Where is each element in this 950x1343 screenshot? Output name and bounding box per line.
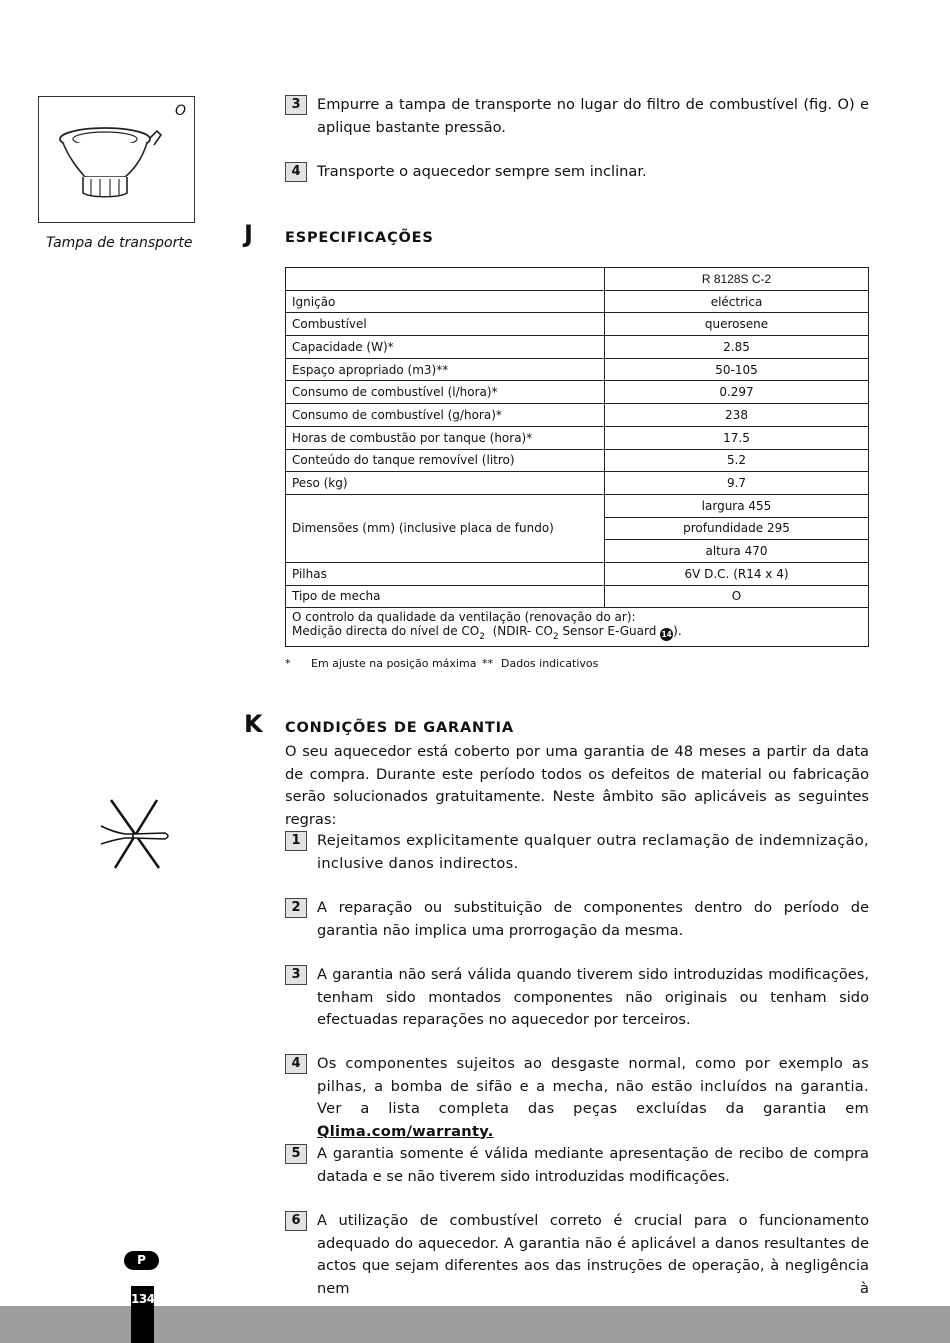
subscript: 2 [479, 632, 485, 643]
step-text: Transporte o aquecedor sempre sem inclinar. [317, 163, 647, 180]
spec-label: Dimensões (mm) (inclusive placa de fundo) [286, 494, 605, 562]
spec-value: 9.7 [605, 472, 869, 495]
section-title: CONDIÇÕES DE GARANTIA [285, 720, 514, 736]
table-row [286, 268, 869, 291]
item-number: 6 [285, 1211, 307, 1231]
no-screwdriver-icon [95, 798, 175, 870]
figure-letter: O [174, 103, 186, 119]
table-row [286, 313, 869, 336]
figure-caption: Tampa de transporte [46, 235, 193, 251]
step-number: 3 [285, 95, 307, 115]
step-text: Empurre a tampa de transporte no lugar do filtro de combustível (fig. O) e aplique bastante pressão. [317, 96, 869, 136]
section-letter: J [244, 220, 253, 248]
section-letter: K [244, 710, 263, 738]
section-title: ESPECIFICAÇÕES [285, 230, 434, 246]
spec-value: largura 455 [605, 494, 869, 517]
table-row [286, 336, 869, 359]
item-text [317, 1053, 869, 1143]
model-name: R 8128S C-2 [605, 268, 869, 291]
note-text: (NDIR- CO [485, 624, 553, 639]
table-cell [286, 268, 605, 291]
item-number: 1 [285, 831, 307, 851]
item-number: 2 [285, 898, 307, 918]
table-row [286, 449, 869, 472]
spec-label: Peso (kg) [286, 472, 605, 495]
warranty-item [285, 964, 869, 1032]
item-number: 4 [285, 1054, 307, 1074]
footnote-marker: ** [482, 657, 493, 670]
footnote-marker: * [285, 657, 291, 670]
spec-label: Horas de combustão por tanque (hora)* [286, 426, 605, 449]
table-row [286, 585, 869, 608]
note-text: ). [673, 624, 682, 639]
table-row [286, 608, 869, 647]
spec-value: eléctrica [605, 290, 869, 313]
item-number: 3 [285, 965, 307, 985]
spec-value: altura 470 [605, 540, 869, 563]
spec-label: Combustível [286, 313, 605, 336]
spec-value: profundidade 295 [605, 517, 869, 540]
spec-value: 50-105 [605, 358, 869, 381]
spec-label: Conteúdo do tanque removível (litro) [286, 449, 605, 472]
note-text: Medição directa do nível de CO [292, 624, 480, 639]
spec-value: 2.85 [605, 336, 869, 359]
footnote-text: Em ajuste na posição máxima [311, 657, 477, 670]
note-line: O controlo da qualidade da ventilação (renovação do ar): [292, 610, 636, 625]
specifications-table [285, 267, 869, 647]
transport-cap-icon [57, 117, 167, 202]
item-text: A utilização de combustível correto é crucial para o funcionamento adequado do aquecedor. A garantia não é aplicável a danos resultantes de actos que sejam diferentes aos das instruções de operação, à negligência nem à [317, 1212, 869, 1297]
ventilation-note [286, 608, 869, 647]
warranty-item [285, 1053, 869, 1143]
table-row [286, 404, 869, 427]
transport-cap-figure [38, 96, 195, 223]
spec-label: Consumo de combustível (g/hora)* [286, 404, 605, 427]
item-text: Rejeitamos explicitamente qualquer outra reclamação de indemnização, inclusive danos indirectos. [317, 832, 869, 872]
subscript: 2 [552, 632, 559, 643]
instruction-step [285, 94, 869, 139]
table-row [286, 426, 869, 449]
spec-label: Tipo de mecha [286, 585, 605, 608]
table-row [286, 290, 869, 313]
spec-value: 17.5 [605, 426, 869, 449]
warranty-item [285, 1210, 869, 1300]
item-text-body: Os componentes sujeitos ao desgaste normal, como por exemplo as pilhas, a bomba de sifão e a mecha, não estão incluídos na garantia. Ver a lista completa das peças excluídas da garantia em [317, 1055, 869, 1117]
item-text: A garantia somente é válida mediante apresentação de recibo de compra datada e se não tiverem sido introduzidas modificações. [317, 1145, 869, 1185]
spec-label: Ignição [286, 290, 605, 313]
note-text: Sensor E-Guard [558, 624, 661, 639]
spec-label: Espaço apropriado (m3)** [286, 358, 605, 381]
spec-value: 6V D.C. (R14 x 4) [605, 562, 869, 585]
spec-value: 238 [605, 404, 869, 427]
spec-value: 0.297 [605, 381, 869, 404]
item-text: A reparação ou substituição de componentes dentro do período de garantia não implica uma prorrogação da mesma. [317, 899, 869, 939]
warranty-item [285, 830, 869, 875]
spec-value: querosene [605, 313, 869, 336]
warranty-intro: O seu aquecedor está coberto por uma garantia de 48 meses a partir da data de compra. Durante este período todos os defeitos de material ou fabricação serão solucionados gratuitamente. Neste âmbito são aplicáveis as seguintes regras: [285, 743, 869, 828]
reference-number-badge: 14 [661, 630, 672, 640]
spec-label: Pilhas [286, 562, 605, 585]
table-row [286, 494, 869, 517]
spec-label: Capacidade (W)* [286, 336, 605, 359]
spec-value: 5.2 [605, 449, 869, 472]
spec-value: O [605, 585, 869, 608]
spec-label: Consumo de combustível (l/hora)* [286, 381, 605, 404]
instruction-step [285, 161, 869, 184]
table-row [286, 472, 869, 495]
warranty-link[interactable]: Qlima.com/warranty. [317, 1122, 494, 1140]
footnote-text: Dados indicativos [501, 657, 599, 670]
item-text: A garantia não será válida quando tiverem sido introduzidas modificações, tenham sido montados componentes não originais ou tenham sido efectuadas reparações no aquecedor por terceiros. [317, 966, 869, 1028]
table-row [286, 381, 869, 404]
warranty-item [285, 897, 869, 942]
language-badge: P [124, 1251, 159, 1270]
page-number: 134 [131, 1286, 154, 1343]
table-row [286, 562, 869, 585]
table-row [286, 358, 869, 381]
item-number: 5 [285, 1144, 307, 1164]
warranty-item [285, 1143, 869, 1188]
step-number: 4 [285, 162, 307, 182]
